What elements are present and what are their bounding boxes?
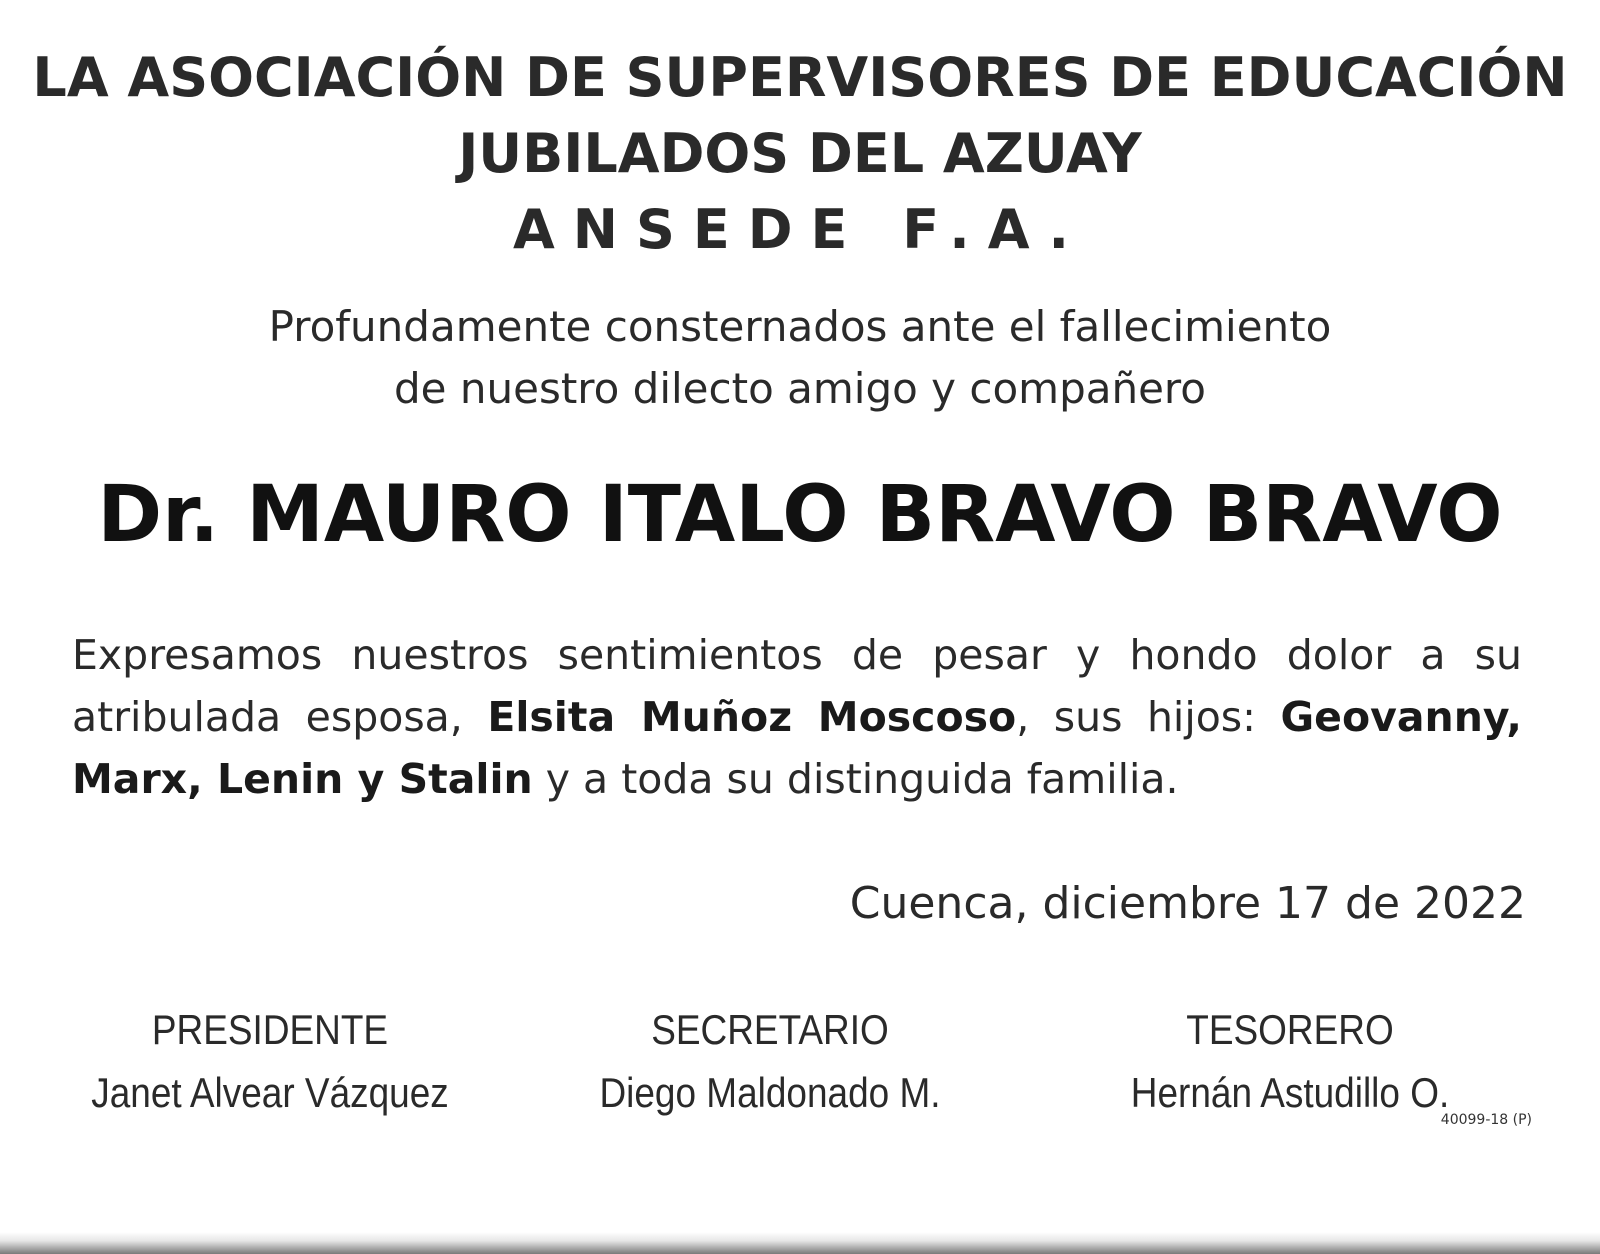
date-line: Cuenca, diciembre 17 de 2022 — [849, 878, 1526, 929]
message-part2: , sus hijos: — [1016, 693, 1281, 741]
signatory-role: PRESIDENTE — [151, 1006, 389, 1053]
intro-line2: de nuestro dilecto amigo y compañero — [394, 364, 1206, 413]
intro-line1: Profundamente consternados ante el fallecimiento — [268, 302, 1332, 351]
signatory-treasurer — [1030, 1000, 1550, 1126]
message-part3: y a toda su distinguida familia. — [532, 755, 1179, 803]
deceased-name: Dr. MAURO ITALO BRAVO BRAVO — [97, 470, 1503, 560]
signatory-secretary — [520, 1000, 1020, 1126]
signatory-president — [20, 1000, 520, 1126]
message-part1: Expresamos nuestros sentimientos de pesar y hondo dolor a su atribulada esposa, — [72, 631, 1522, 741]
organization-name-line1: LA ASOCIACIÓN DE SUPERVISORES DE EDUCACIÓN — [32, 46, 1568, 109]
signatory-role: TESORERO — [1186, 1006, 1394, 1053]
children-names: Geovanny, Marx, Lenin y Stalin — [72, 693, 1522, 803]
signatory-role: SECRETARIO — [651, 1006, 889, 1053]
condolence-message — [72, 624, 1522, 810]
ad-code: 40099-18 (P) — [1440, 1112, 1532, 1128]
signatory-name: Hernán Astudillo O. — [1130, 1069, 1450, 1116]
signatory-name: Diego Maldonado M. — [599, 1069, 941, 1116]
organization-acronym: ANSEDE F.A. — [512, 198, 1088, 261]
spouse-name: Elsita Muñoz Moscoso — [487, 693, 1017, 741]
organization-name-line2: JUBILADOS DEL AZUAY — [458, 122, 1142, 185]
paper-edge-shadow — [0, 1232, 1600, 1254]
signatory-name: Janet Alvear Vázquez — [91, 1069, 449, 1116]
